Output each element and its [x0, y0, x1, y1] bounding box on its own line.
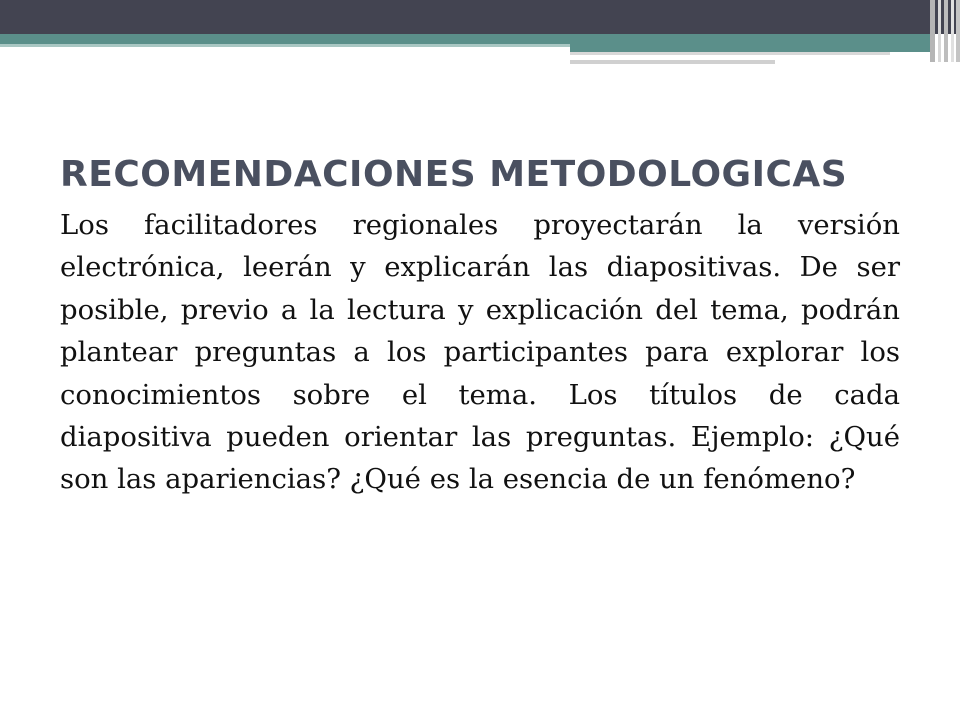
- decorative-stripe: [938, 0, 941, 62]
- header-bar: [0, 0, 960, 34]
- decorative-line: [570, 52, 890, 55]
- accent-band: [0, 34, 930, 44]
- decorative-stripe: [951, 0, 954, 62]
- decorative-stripe: [930, 0, 935, 62]
- accent-band-highlight: [0, 44, 570, 47]
- decorative-stripe: [956, 0, 960, 62]
- decorative-line: [570, 60, 775, 64]
- accent-tab: [570, 44, 930, 52]
- decorative-stripe: [944, 0, 948, 62]
- slide-title: RECOMENDACIONES METODOLOGICAS: [60, 154, 848, 195]
- slide-body-text: Los facilitadores regionales proyectarán la versión electrónica, leerán y explicarán las diapositivas. De ser posible, previo a la lectura y explicación del tema, podrán plantear preguntas a los participantes para explorar los conocimientos sobre el tema. Los títulos de cada diapositiva pueden orientar las preguntas. Ejemplo: ¿Qué son las apariencias? ¿Qué es la esencia de un fenómeno?: [60, 209, 900, 496]
- slide-content: [60, 150, 900, 501]
